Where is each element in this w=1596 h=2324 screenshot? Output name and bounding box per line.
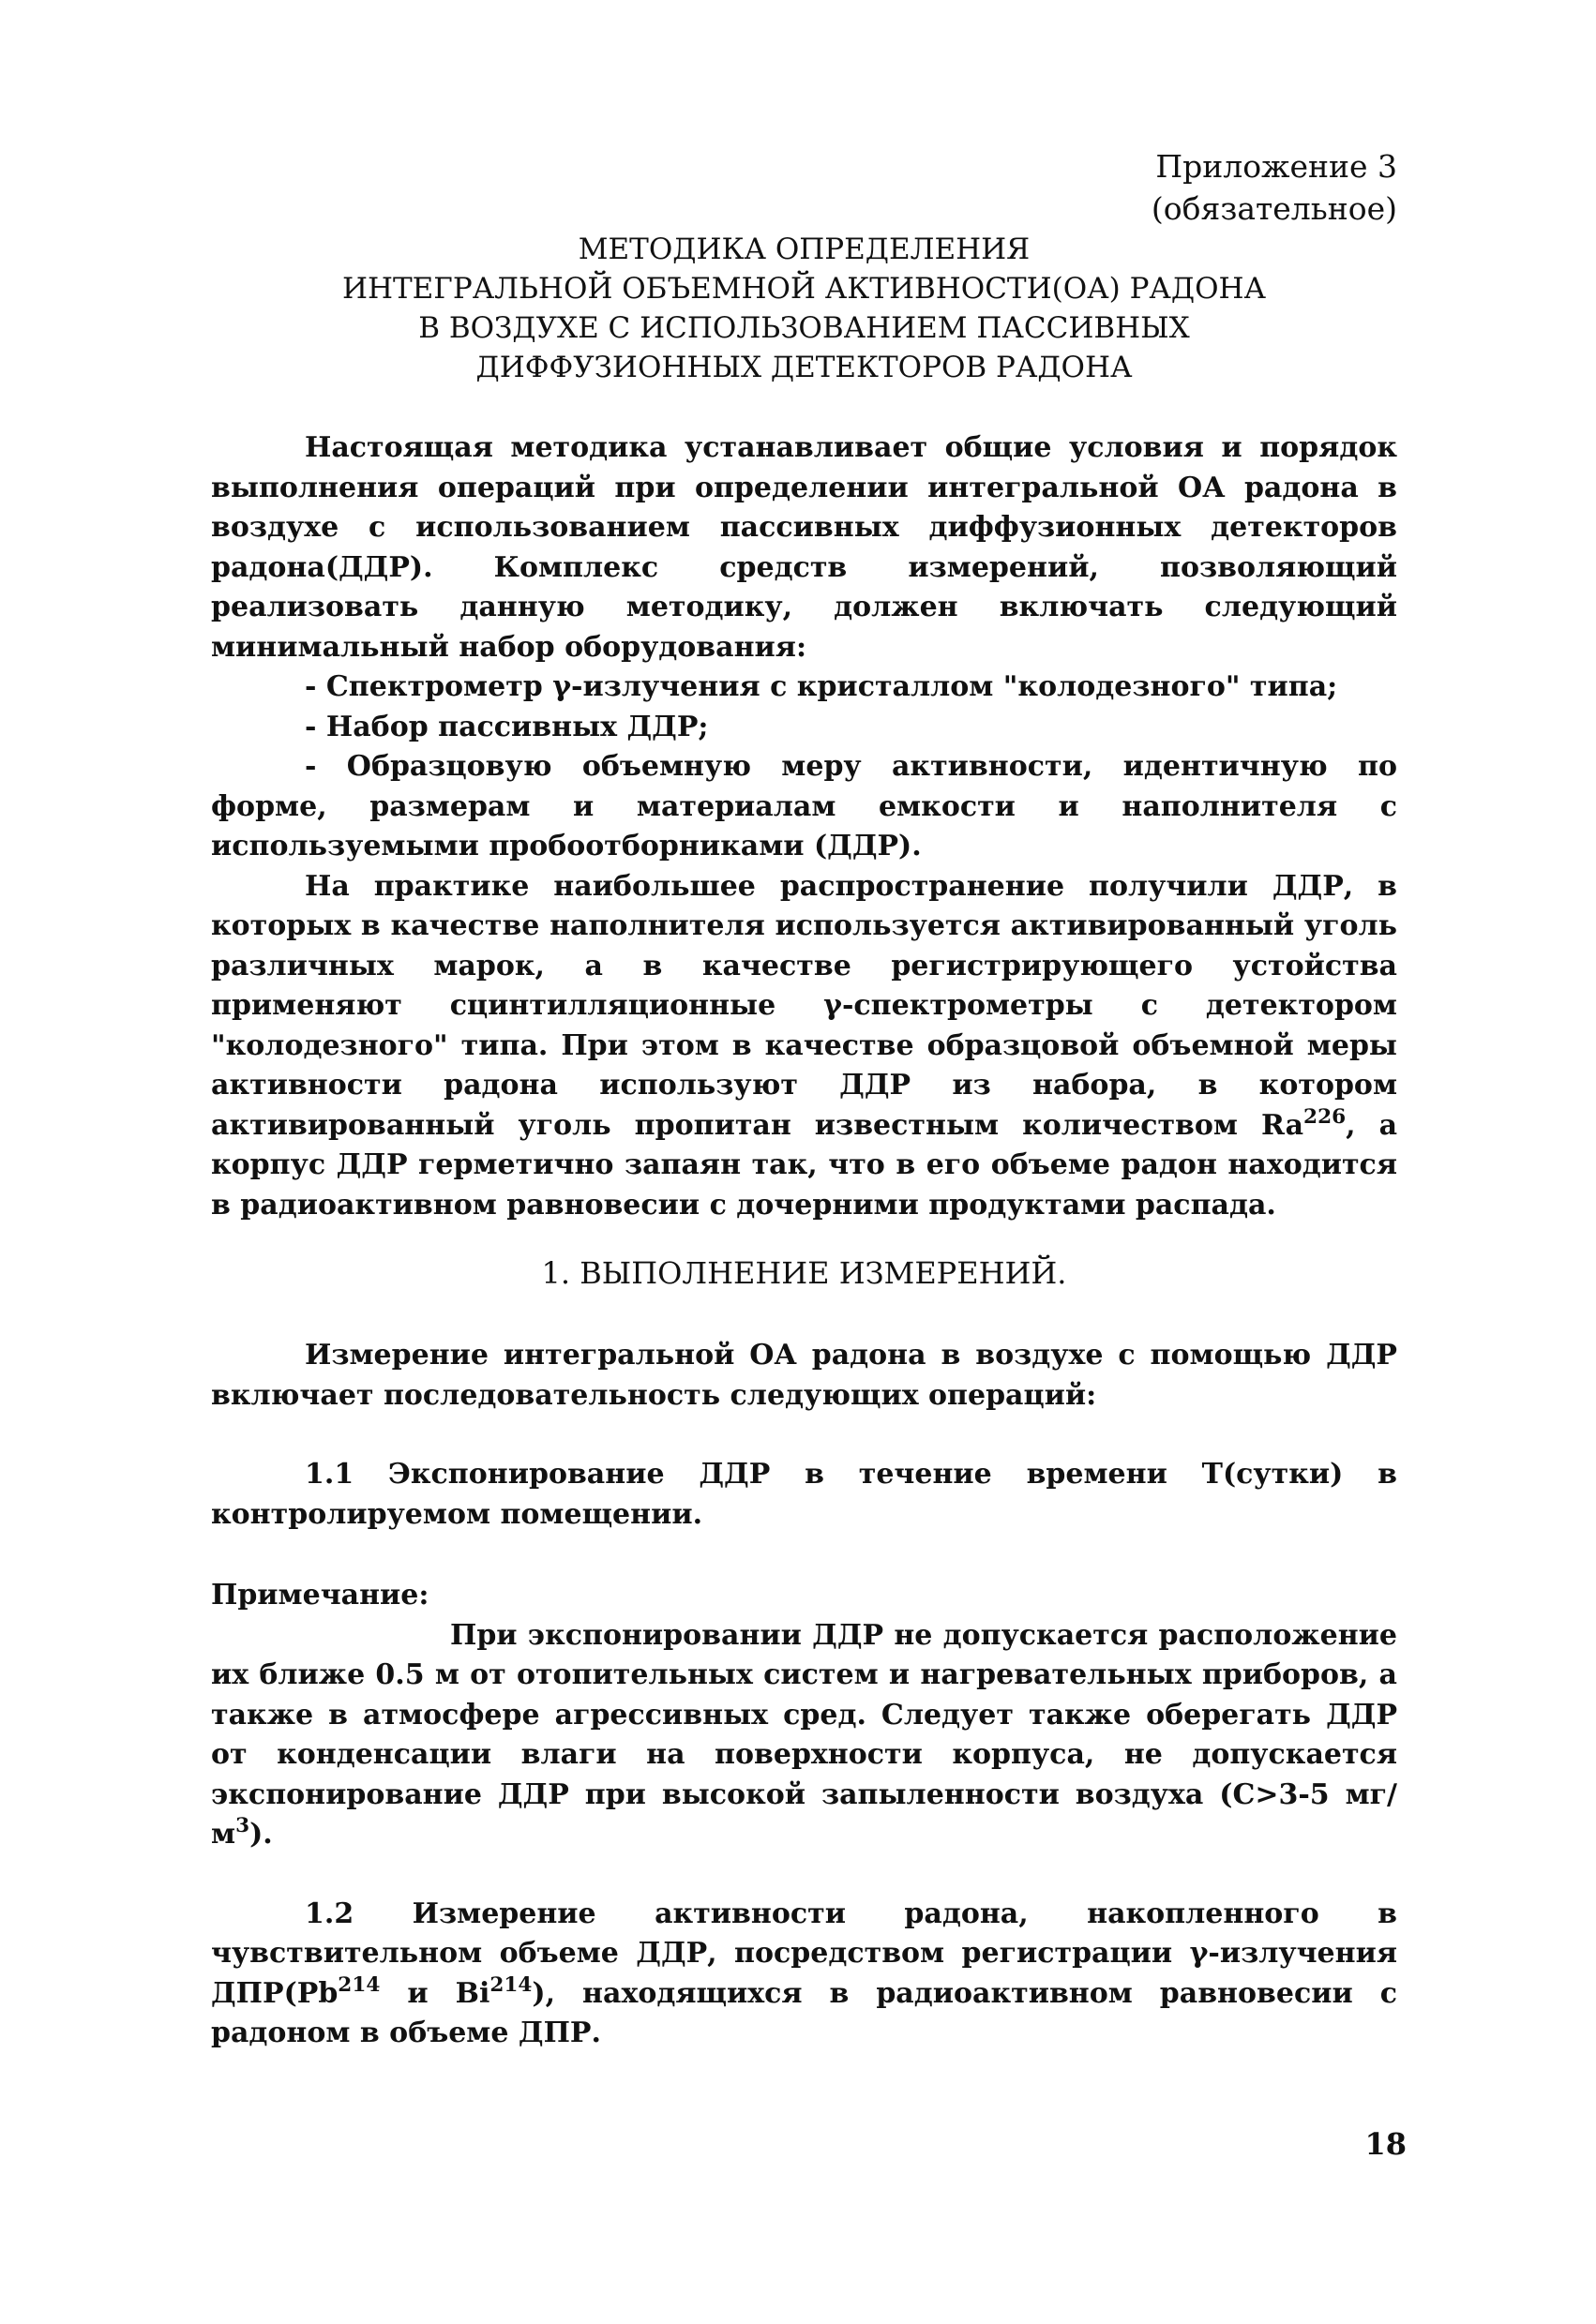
note-label: Примечание: xyxy=(211,1579,429,1612)
practice-text: На практике наибольшее распространение получили ДДР, в которых в качестве наполнителя используется активированный уголь различных марок, а в качестве регистрирующего устойства применяют сцинтилляционные γ-спектрометры с детектором "колодезного" типа. При этом в качестве образцовой объемной меры активности радона используют ДДР из набора, в котором активированный уголь пропитан известным количеством Ra xyxy=(211,869,1397,1142)
appendix-status: (обязательное) xyxy=(1151,190,1397,227)
bismuth-isotope-number: 214 xyxy=(489,1972,533,1997)
page-number: 18 xyxy=(1364,2126,1407,2162)
step-1-2-text: 1.2 Измерение активности радона, накопленного в чувствительном объеме ДДР, посредством регистрации γ-излучения ДПР(Pb xyxy=(211,1897,1397,2010)
equipment-item-ddr-set: - Набор пассивных ДДР; xyxy=(305,710,709,743)
appendix-number: Приложение 3 xyxy=(1155,148,1397,185)
title-line-2: ИНТЕГРАЛЬНОЙ ОБЪЕМНОЙ АКТИВНОСТИ(ОА) РАДОНА xyxy=(341,272,1267,306)
step-1-2 xyxy=(211,1895,1397,2054)
practice-paragraph xyxy=(211,867,1397,1226)
intro-paragraph: Настоящая методика устанавливает общие условия и порядок выполнения операций при определении интегральной ОА радона в воздухе с использованием пассивных диффузионных детекторов радона(ДДР). Комплекс средств измерений, позволяющий реализовать данную методику, должен включать следующий минимальный набор оборудования: xyxy=(211,431,1397,664)
title-line-1: МЕТОДИКА ОПРЕДЕЛЕНИЯ xyxy=(578,232,1031,266)
note-paragraph xyxy=(211,1616,1397,1855)
step-1-2-text-mid: и Bi xyxy=(380,1976,490,2010)
step-1-2-text-end: ), находящихся в радиоактивном равновесии с радоном в объеме ДПР. xyxy=(211,1976,1397,2049)
title-line-3: В ВОЗДУХЕ С ИСПОЛЬЗОВАНИЕМ ПАССИВНЫХ xyxy=(418,311,1190,345)
practice-text-end: , а корпус ДДР герметично запаян так, что в его объеме радон находится в радиоактивном равновесии с дочерними продуктами распада. xyxy=(211,1108,1398,1222)
document-title xyxy=(211,230,1397,387)
radium-isotope-number: 226 xyxy=(1303,1104,1347,1129)
appendix-label xyxy=(211,145,1397,230)
title-line-4: ДИФФУЗИОННЫХ ДЕТЕКТОРОВ РАДОНА xyxy=(475,351,1133,384)
note-text-end: ). xyxy=(249,1818,273,1851)
step-1-1: 1.1 Экспонирование ДДР в течение времени Т(сутки) в контролируемом помещении. xyxy=(211,1458,1397,1531)
section-lead-paragraph: Измерение интегральной ОА радона в воздухе с помощью ДДР включает последовательность следующих операций: xyxy=(211,1339,1397,1412)
equipment-item-spectrometer: - Спектрометр γ-излучения с кристаллом "колодезного" типа; xyxy=(305,670,1338,703)
lead-isotope-number: 214 xyxy=(338,1972,381,1997)
note-unit-exponent: 3 xyxy=(235,1814,250,1838)
note-text: При экспонировании ДДР не допускается расположение их ближе 0.5 м от отопительных систем и нагревательных приборов, а также в атмосфере агрессивных сред. Следует также оберегать ДДР от конденсации влаги на поверхности корпуса, не допускается экспонирование ДДР при высокой запыленности воздуха (С>3-5 мг/м xyxy=(211,1618,1397,1851)
equipment-item-reference-measure: - Образцовую объемную меру активности, идентичную по форме, размерам и материалам емкости и наполнителя с используемыми пробоотборниками (ДДР). xyxy=(211,750,1397,862)
section-heading: 1. ВЫПОЛНЕНИЕ ИЗМЕРЕНИЙ. xyxy=(541,1255,1067,1291)
document-page xyxy=(211,145,1397,2054)
